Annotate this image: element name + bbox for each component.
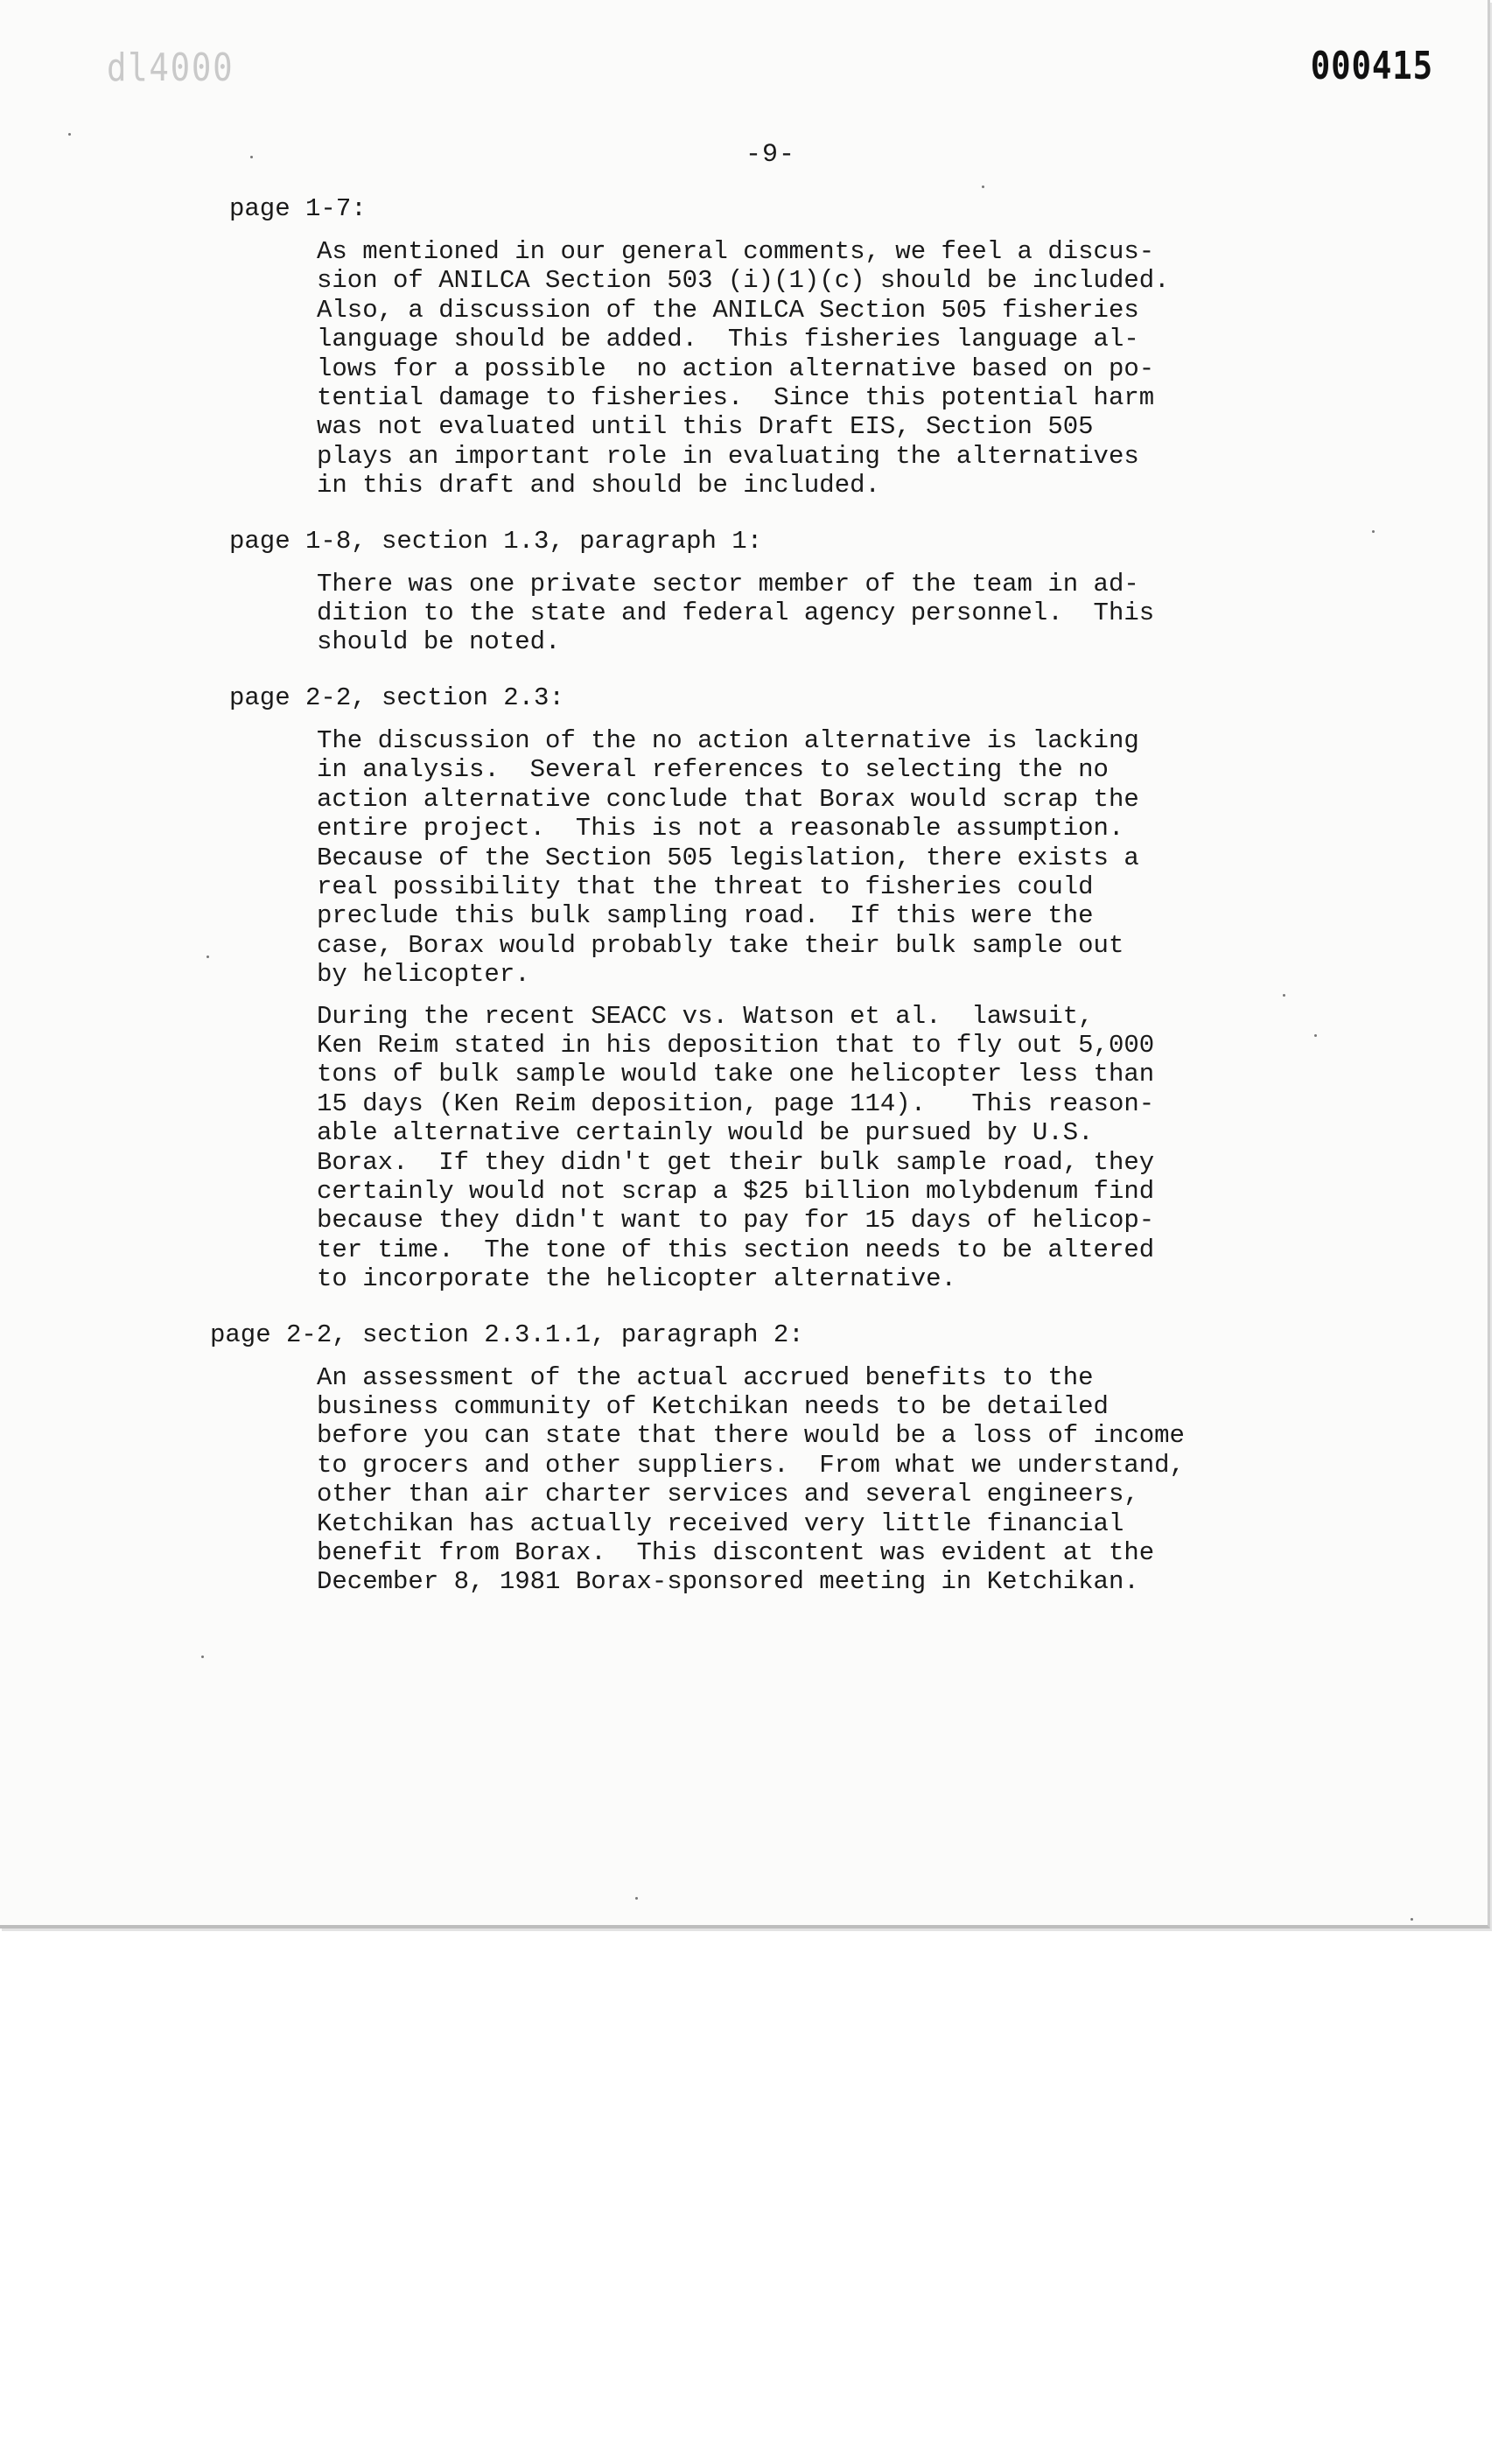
- comment-heading: page 1-7:: [229, 194, 367, 223]
- comment-page-2-2-section-2-3: [229, 683, 1367, 1294]
- comment-page-1-8: [229, 527, 1367, 657]
- comment-heading: page 2-2, section 2.3:: [229, 682, 564, 712]
- page-number: -9-: [746, 140, 796, 170]
- scan-speck: [982, 186, 984, 188]
- scan-speck: [68, 133, 71, 136]
- scan-speck: [1314, 1034, 1317, 1037]
- scan-speck: [250, 156, 253, 158]
- scan-speck: [206, 956, 209, 958]
- scan-speck: [1372, 530, 1375, 533]
- comment-page-2-2-section-2-3-1-1: [210, 1320, 1367, 1597]
- comment-page-1-7: [229, 194, 1367, 500]
- comment-paragraph: The discussion of the no action alternative is lacking in analysis. Several references to selecting the no action alternative conclude that Borax would scrap the entire project. This is not a reasonable assumption. Because of the Section 505 legislation, there exists a real possibility that the threat to fisheries could preclude this bulk sampling road. If this were the case, Borax would probably take their bulk sample out by helicopter.: [317, 725, 1139, 990]
- comment-paragraph: An assessment of the actual accrued benefits to the business community of Ketchikan needs to be detailed before you can state that there would be a loss of income to grocers and other suppliers. From what we understand, other than air charter services and several engineers, Ketchikan has actually received very little financial benefit from Borax. This discontent was evident at the December 8, 1981 Borax-sponsored meeting in Ketchikan.: [317, 1362, 1185, 1597]
- bates-number: 000415: [1310, 44, 1433, 88]
- scan-speck: [635, 1897, 638, 1900]
- comment-paragraph: During the recent SEACC vs. Watson et al. lawsuit, Ken Reim stated in his deposition that to fly out 5,000 tons of bulk sample would take one helicopter less than 15 days (Ken Reim deposition, page 114). This reason- able alternative certainly would be pursued by U.S. Borax. If they didn't get their bulk sample road, they certainly would not scrap a $25 billion molybdenum find because they didn't want to pay for 15 days of helicop- ter time. The tone of this section needs to be altered to incorporate the helicopter alternative.: [317, 1001, 1155, 1294]
- comment-heading: page 2-2, section 2.3.1.1, paragraph 2:: [210, 1320, 804, 1349]
- comment-paragraph: As mentioned in our general comments, we feel a discus- sion of ANILCA Section 503 (i)(1)(c) should be included. Also, a discussion of the ANILCA Section 505 fisheries language should be added. This fisheries language al- lows for a possible no action alternative based on po- tential damage to fisheries. Since this potential harm was not evaluated until this Draft EIS, Section 505 plays an important role in evaluating the alternatives in this draft and should be included.: [317, 237, 1170, 500]
- scan-speck: [1410, 1918, 1413, 1921]
- faded-bates-stamp: dl4000: [107, 46, 234, 90]
- comment-list: [210, 194, 1367, 1609]
- scan-speck: [1283, 994, 1285, 997]
- scan-speck: [201, 1656, 204, 1658]
- comment-paragraph: There was one private sector member of the team in ad- dition to the state and federal agency personnel. This should be noted.: [317, 569, 1155, 657]
- comment-heading: page 1-8, section 1.3, paragraph 1:: [229, 526, 763, 556]
